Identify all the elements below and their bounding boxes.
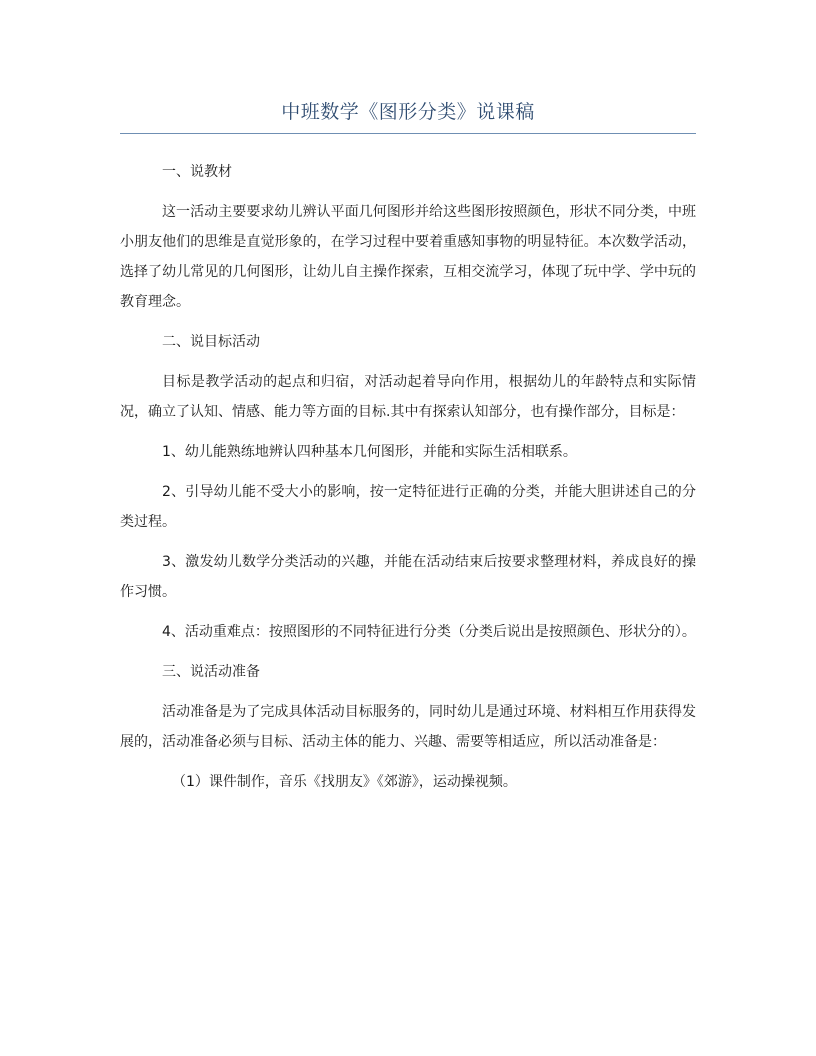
paragraph-textbook: 这一活动主要要求幼儿辨认平面几何图形并给这些图形按照颜色，形状不同分类，中班小朋友他们的思维是直觉形象的，在学习过程中要着重感知事物的明显特征。本次数学活动，选择了幼儿常见的几何图形，让幼儿自主操作探索，互相交流学习，体现了玩中学、学中玩的教育理念。 — [120, 204, 696, 310]
section-heading-preparation: 三、说活动准备 — [162, 664, 260, 680]
paragraph-preparation: 活动准备是为了完成具体活动目标服务的，同时幼儿是通过环境、材料相互作用获得发展的，活动准备必须与目标、活动主体的能力、兴趣、需要等相适应，所以活动准备是： — [120, 704, 696, 750]
goal-item-1: 1、幼儿能熟练地辨认四种基本几何图形，并能和实际生活相联系。 — [162, 444, 577, 460]
section-heading-goals: 二、说目标活动 — [162, 334, 260, 350]
document-body — [120, 157, 696, 807]
goal-item-2: 2、引导幼儿能不受大小的影响，按一定特征进行正确的分类，并能大胆讲述自己的分类过程。 — [120, 484, 696, 530]
section-heading-textbook: 一、说教材 — [162, 164, 232, 180]
goal-item-3: 3、激发幼儿数学分类活动的兴趣，并能在活动结束后按要求整理材料，养成良好的操作习惯。 — [120, 554, 696, 600]
goal-item-4: 4、活动重难点：按照图形的不同特征进行分类（分类后说出是按照颜色、形状分的）。 — [162, 624, 696, 640]
paragraph-goals: 目标是教学活动的起点和归宿，对活动起着导向作用，根据幼儿的年龄特点和实际情况，确立了认知、情感、能力等方面的目标.其中有探索认知部分，也有操作部分，目标是： — [120, 374, 696, 420]
document-title: 中班数学《图形分类》说课稿 — [281, 101, 535, 123]
title-divider — [120, 133, 696, 134]
preparation-item-1: （1）课件制作，音乐《找朋友》《郊游》，运动操视频。 — [172, 774, 517, 790]
